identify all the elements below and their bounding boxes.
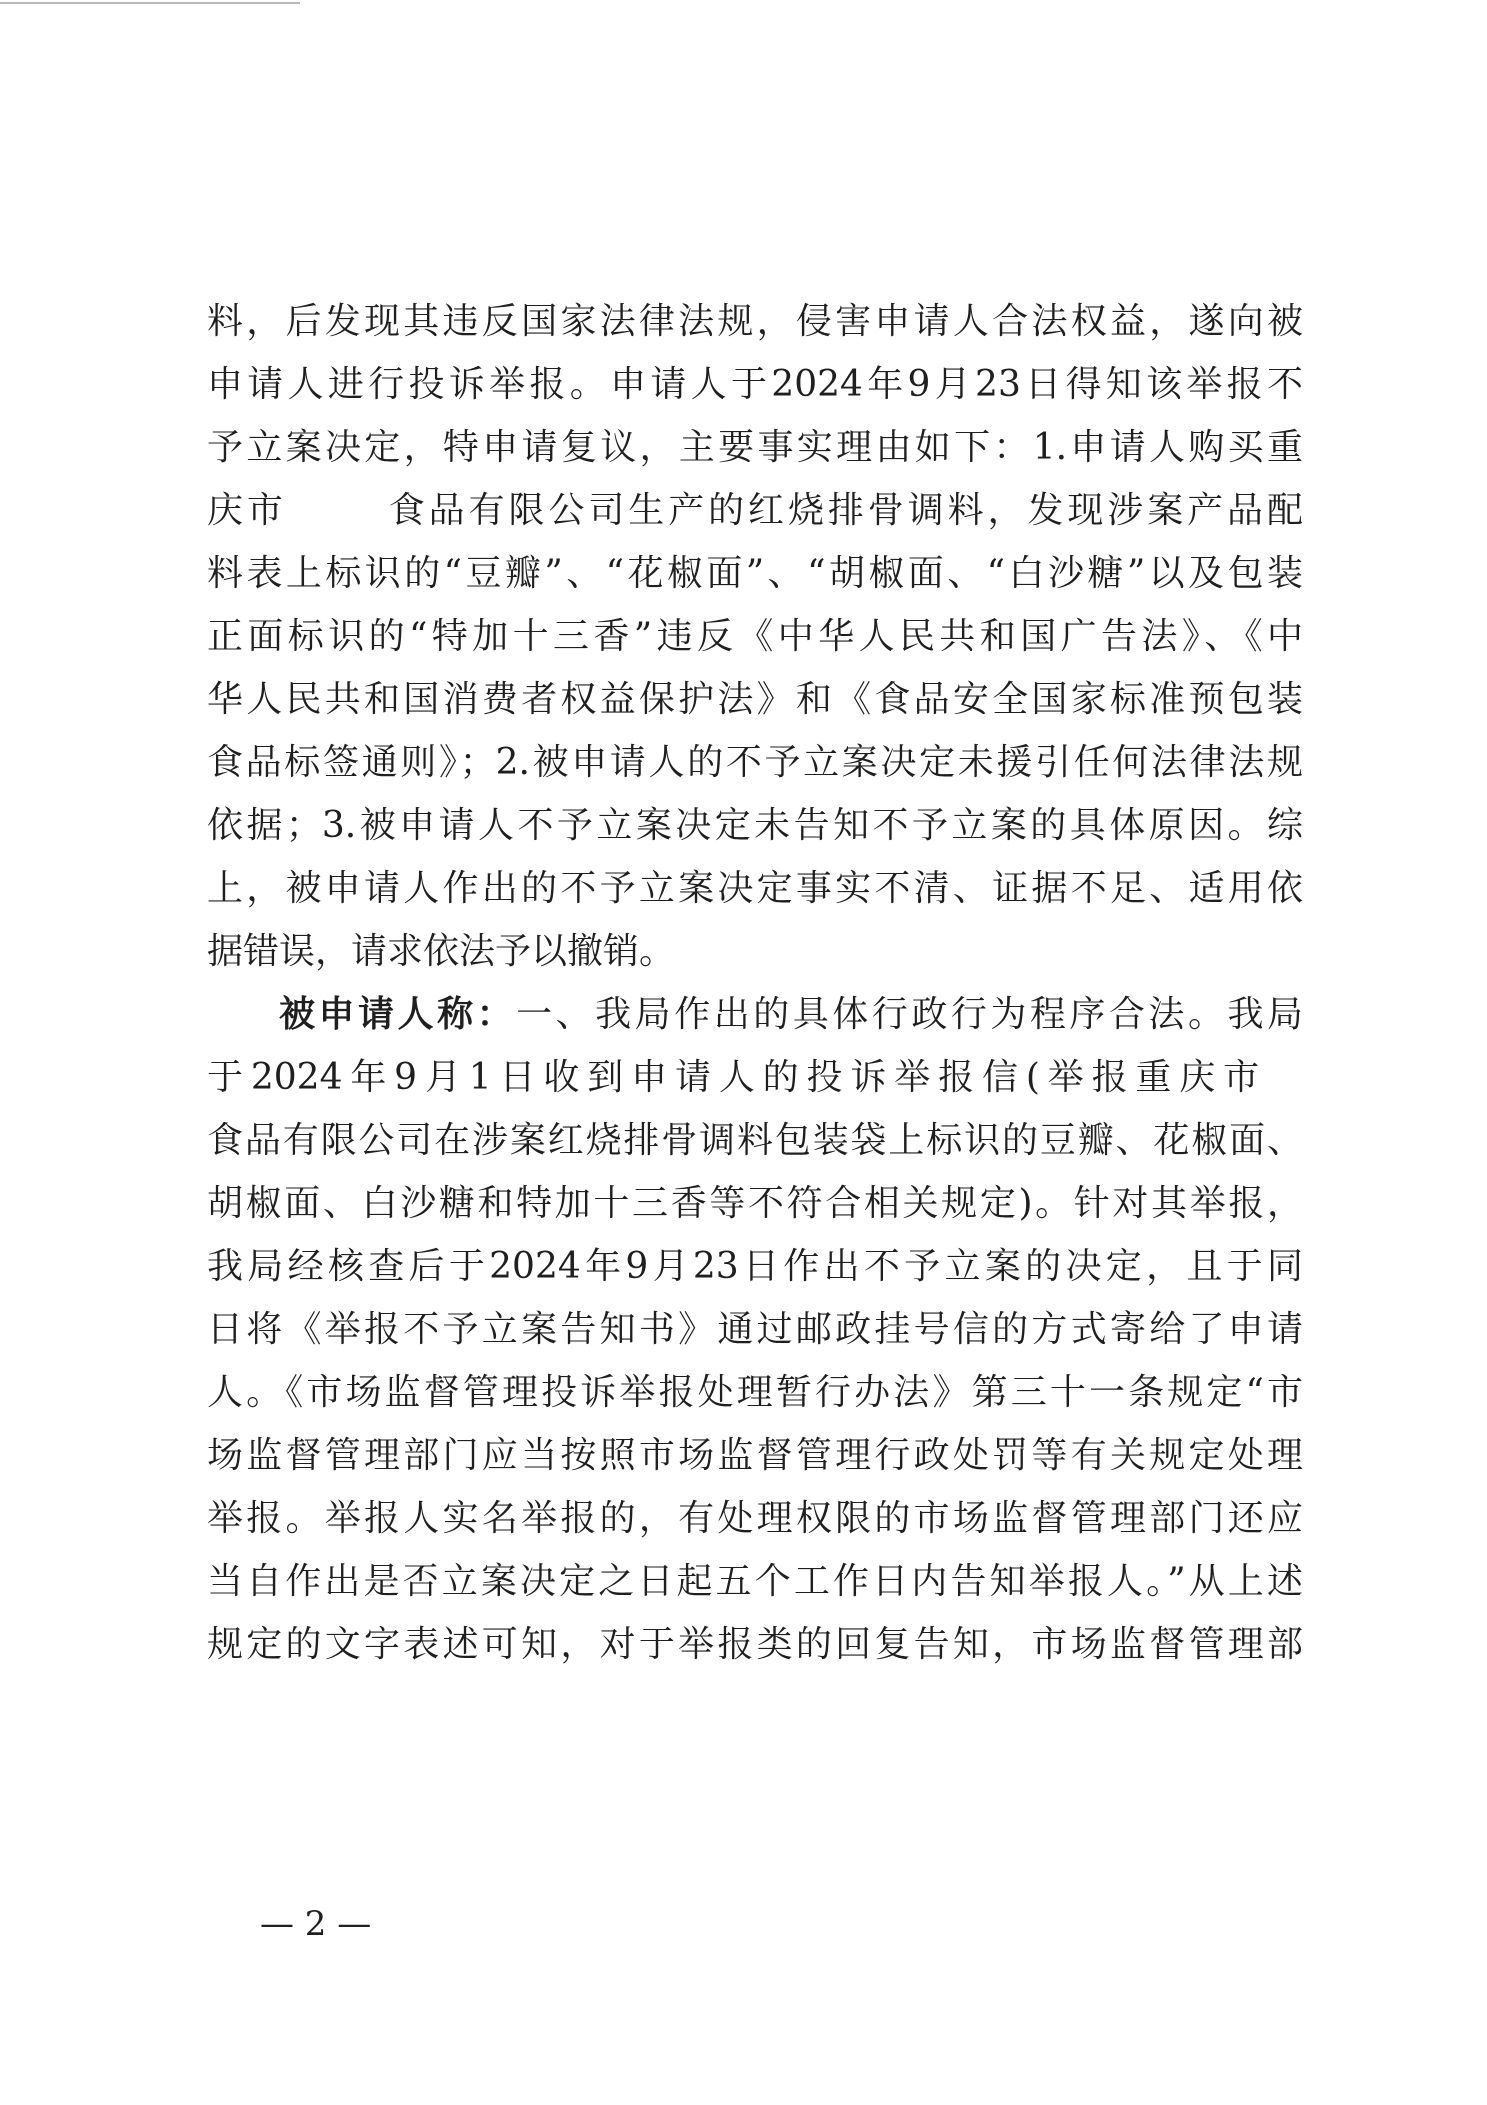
- paragraph-line: 举报。举报人实名举报的，有处理权限的市场监督管理部门还应: [207, 1498, 1303, 1539]
- paragraph-line: 我局经核查后于2024年9月23日作出不予立案的决定，且于同: [207, 1246, 1303, 1287]
- paragraph-line: 正面标识的“特加十三香”违反《中华人民共和国广告法》、《中: [207, 616, 1303, 657]
- paragraph-line: 食品标签通则》；2.被申请人的不予立案决定未援引任何法律法规: [207, 742, 1303, 783]
- paragraph-line: 规定的文字表述可知，对于举报类的回复告知，市场监督管理部: [207, 1624, 1303, 1665]
- paragraph-line: 上，被申请人作出的不予立案决定事实不清、证据不足、适用依: [207, 868, 1303, 909]
- document-body: [207, 290, 1303, 1676]
- paragraph-line: 食品有限公司在涉案红烧排骨调料包装袋上标识的豆瓣、花椒面、: [207, 1120, 1303, 1161]
- line-text-after-redaction: 食品有限公司生产的红烧排骨调料，发现涉案产品配: [384, 490, 1303, 531]
- paragraph-line: 申请人进行投诉举报。申请人于2024年9月23日得知该举报不: [207, 364, 1303, 405]
- line-text: 于2024年9月1日收到申请人的投诉举报信(举报重庆市: [207, 1057, 1267, 1098]
- paragraph-line: 据错误，请求依法予以撤销。: [207, 931, 676, 972]
- line-text: 一、我局作出的具体行政行为程序合法。我局: [516, 994, 1303, 1035]
- paragraph-line: [207, 479, 1303, 542]
- paragraph-line: [207, 1046, 1303, 1109]
- paragraph-line: [207, 983, 1303, 1046]
- respondent-heading: 被申请人称：: [279, 993, 517, 1035]
- paragraph-line: 人。《市场监督管理投诉举报处理暂行办法》第三十一条规定“市: [207, 1372, 1303, 1413]
- paragraph-line: 场监督管理部门应当按照市场监督管理行政处罚等有关规定处理: [207, 1435, 1303, 1476]
- line-text-before-redaction: 庆市: [207, 490, 287, 531]
- redacted-company-name: [287, 495, 385, 531]
- paragraph-line: 料表上标识的“豆瓣”、“花椒面”、“胡椒面、“白沙糖”以及包装: [207, 553, 1303, 594]
- paragraph-line: 予立案决定，特申请复议，主要事实理由如下：1.申请人购买重: [207, 427, 1303, 468]
- paragraph-line: 当自作出是否立案决定之日起五个工作日内告知举报人。”从上述: [207, 1561, 1303, 1602]
- paragraph-line: 依据；3.被申请人不予立案决定未告知不予立案的具体原因。综: [207, 805, 1303, 846]
- redacted-company-name: [1267, 1062, 1303, 1098]
- paragraph-line: 日将《举报不予立案告知书》通过邮政挂号信的方式寄给了申请: [207, 1309, 1303, 1350]
- paragraph-line: 料，后发现其违反国家法律法规，侵害申请人合法权益，遂向被: [207, 301, 1303, 342]
- scan-edge-line: [0, 2, 300, 4]
- paragraph-line: 胡椒面、白沙糖和特加十三香等不符合相关规定)。针对其举报，: [207, 1183, 1303, 1224]
- page-number: — 2 —: [260, 1904, 372, 1944]
- paragraph-line: 华人民共和国消费者权益保护法》和《食品安全国家标准预包装: [207, 679, 1303, 720]
